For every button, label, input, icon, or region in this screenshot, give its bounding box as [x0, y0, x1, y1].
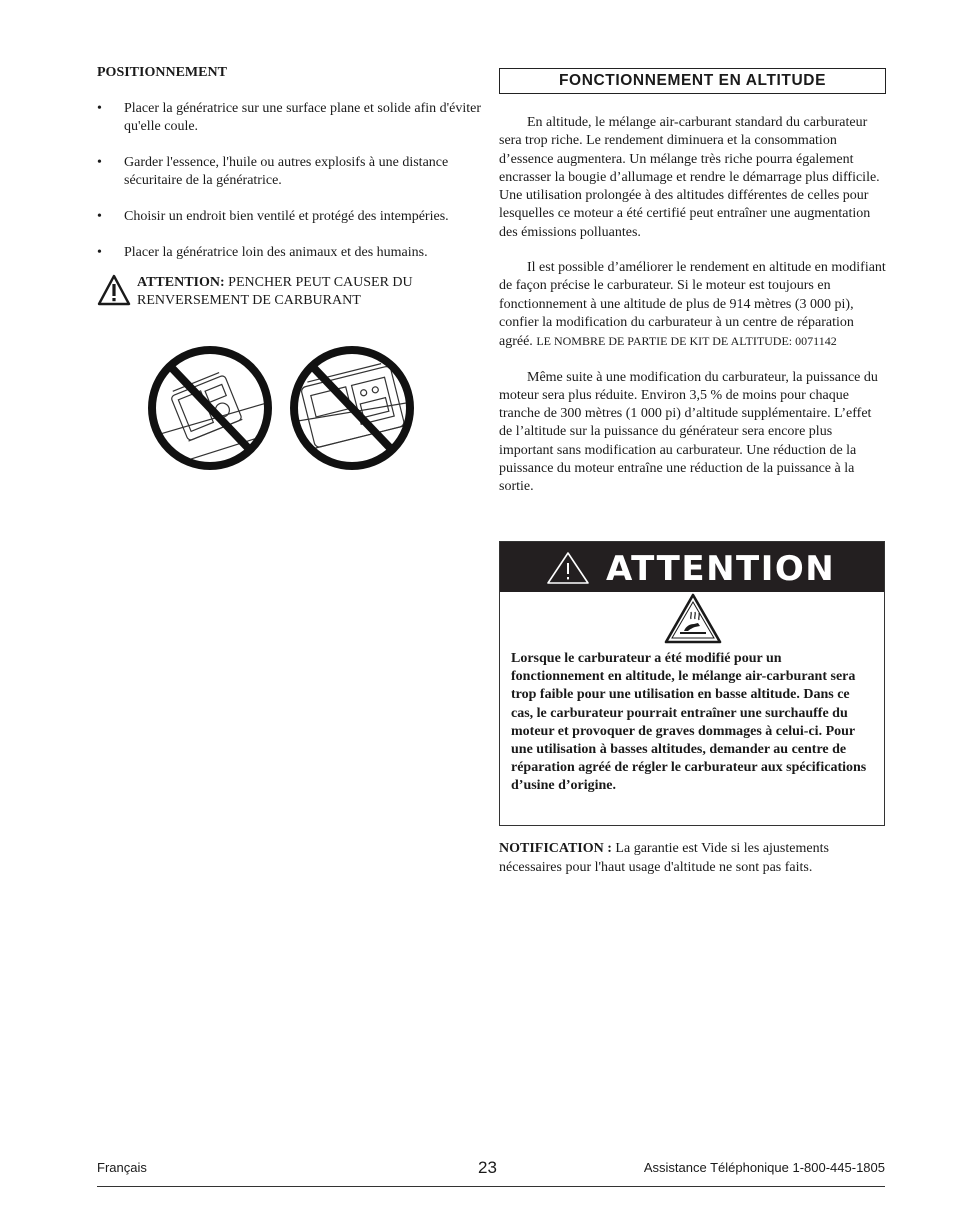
warning-triangle-icon [97, 274, 131, 306]
altitude-warning-box [499, 541, 885, 826]
no-tipping-generator-icon [145, 342, 275, 474]
positioning-section [97, 64, 482, 310]
positioning-list [97, 100, 482, 262]
bullet-marker: • [97, 101, 102, 116]
footer-language: Français [97, 1160, 147, 1175]
notice-text: La garantie est Vide si les ajustements nécessaires pour l'haut usage d'altitude ne sont pas faits. [499, 841, 829, 875]
notice-label: NOTIFICATION : [499, 841, 612, 856]
footer-support-phone: Assistance Téléphonique 1-800-445-1805 [643, 1160, 885, 1175]
no-tipping-illustrations [145, 342, 417, 474]
list-item: • Choisir un endroit bien ventilé et protégé des intempéries. [97, 209, 449, 224]
page-number: 23 [478, 1158, 497, 1177]
altitude-paragraph: Même suite à une modification du carburateur, la puissance du moteur sera plus réduite. Environ 3,5 % de moins pour chaque tranche de 300 mètres (1 000 pi) d’altitude supplémentaire. L’effet de l’altitude sur la puissance du générateur sera encore plus important sans modification au carburateur. Une réduction de la puissance du moteur entraîne une réduction de la puissance à la sortie. [499, 369, 878, 495]
page-footer [97, 1158, 885, 1187]
warning-text: Lorsque le carburateur a été modifié pour un fonctionnement en altitude, le mélange air-carburant sera trop faible pour une utilisation en basse altitude. Dans ce cas, le carburateur pourrait entraîner une surchauffe du moteur et provoquer de graves dommages à celui-ci. Pour une utilisation à basses altitudes, demander au centre de réparation agréé de régler le carburateur aux spécifications d’usine d’origine. [511, 651, 867, 794]
list-item: • Placer la génératrice loin des animaux et des humains. [97, 245, 428, 260]
attention-text: PENCHER PEUT CAUSER DU RENVERSEMENT DE CARBURANT [137, 275, 413, 308]
altitude-title: FONCTIONNEMENT EN ALTITUDE [499, 68, 886, 94]
attention-label: ATTENTION: [137, 275, 225, 290]
list-item: • Garder l'essence, l'huile ou autres explosifs à une distance sécuritaire de la génératrice. [97, 155, 449, 188]
hot-surface-hazard-icon [664, 593, 722, 645]
positioning-heading: POSITIONNEMENT [97, 65, 227, 80]
warning-triangle-icon [546, 551, 590, 585]
list-item: • Placer la génératrice sur une surface plane et solide afin d'éviter qu'elle coule. [97, 101, 482, 134]
no-tipping-generator-icon [287, 342, 417, 474]
altitude-section [499, 68, 886, 497]
warning-header [500, 542, 884, 592]
bullet-marker: • [97, 155, 102, 170]
warranty-notice [499, 839, 885, 877]
altitude-paragraph: Il est possible d’améliorer le rendement en altitude en modifiant de façon précise le carburateur. Si le moteur est toujours en fonctionnement à une altitude de plus de 914 mètres (3 000 pi), confier la modification du carburateur à un centre de réparation agréé. LE NOMBRE DE PARTIE DE KIT DE ALTITUDE: 0071142 [499, 260, 886, 350]
altitude-paragraph: En altitude, le mélange air-carburant standard du carburateur sera trop riche. Le rendement diminuera et la consommation d’essence augmentera. Un mélange très riche pourra également encrasser la bougie d’allumage et rendre le démarrage plus difficile. Une utilisation prolongée à des altitudes différentes de celles pour lesquelles ce moteur a été certifié peut entraîner une augmentation des émissions polluantes. [499, 115, 880, 240]
warning-header-label: ATTENTION [606, 549, 836, 589]
bullet-marker: • [97, 209, 102, 224]
bullet-marker: • [97, 245, 102, 260]
tipping-attention-note [97, 274, 482, 310]
altitude-kit-part-number: LE NOMBRE DE PARTIE DE KIT DE ALTITUDE: 0071142 [536, 334, 837, 349]
